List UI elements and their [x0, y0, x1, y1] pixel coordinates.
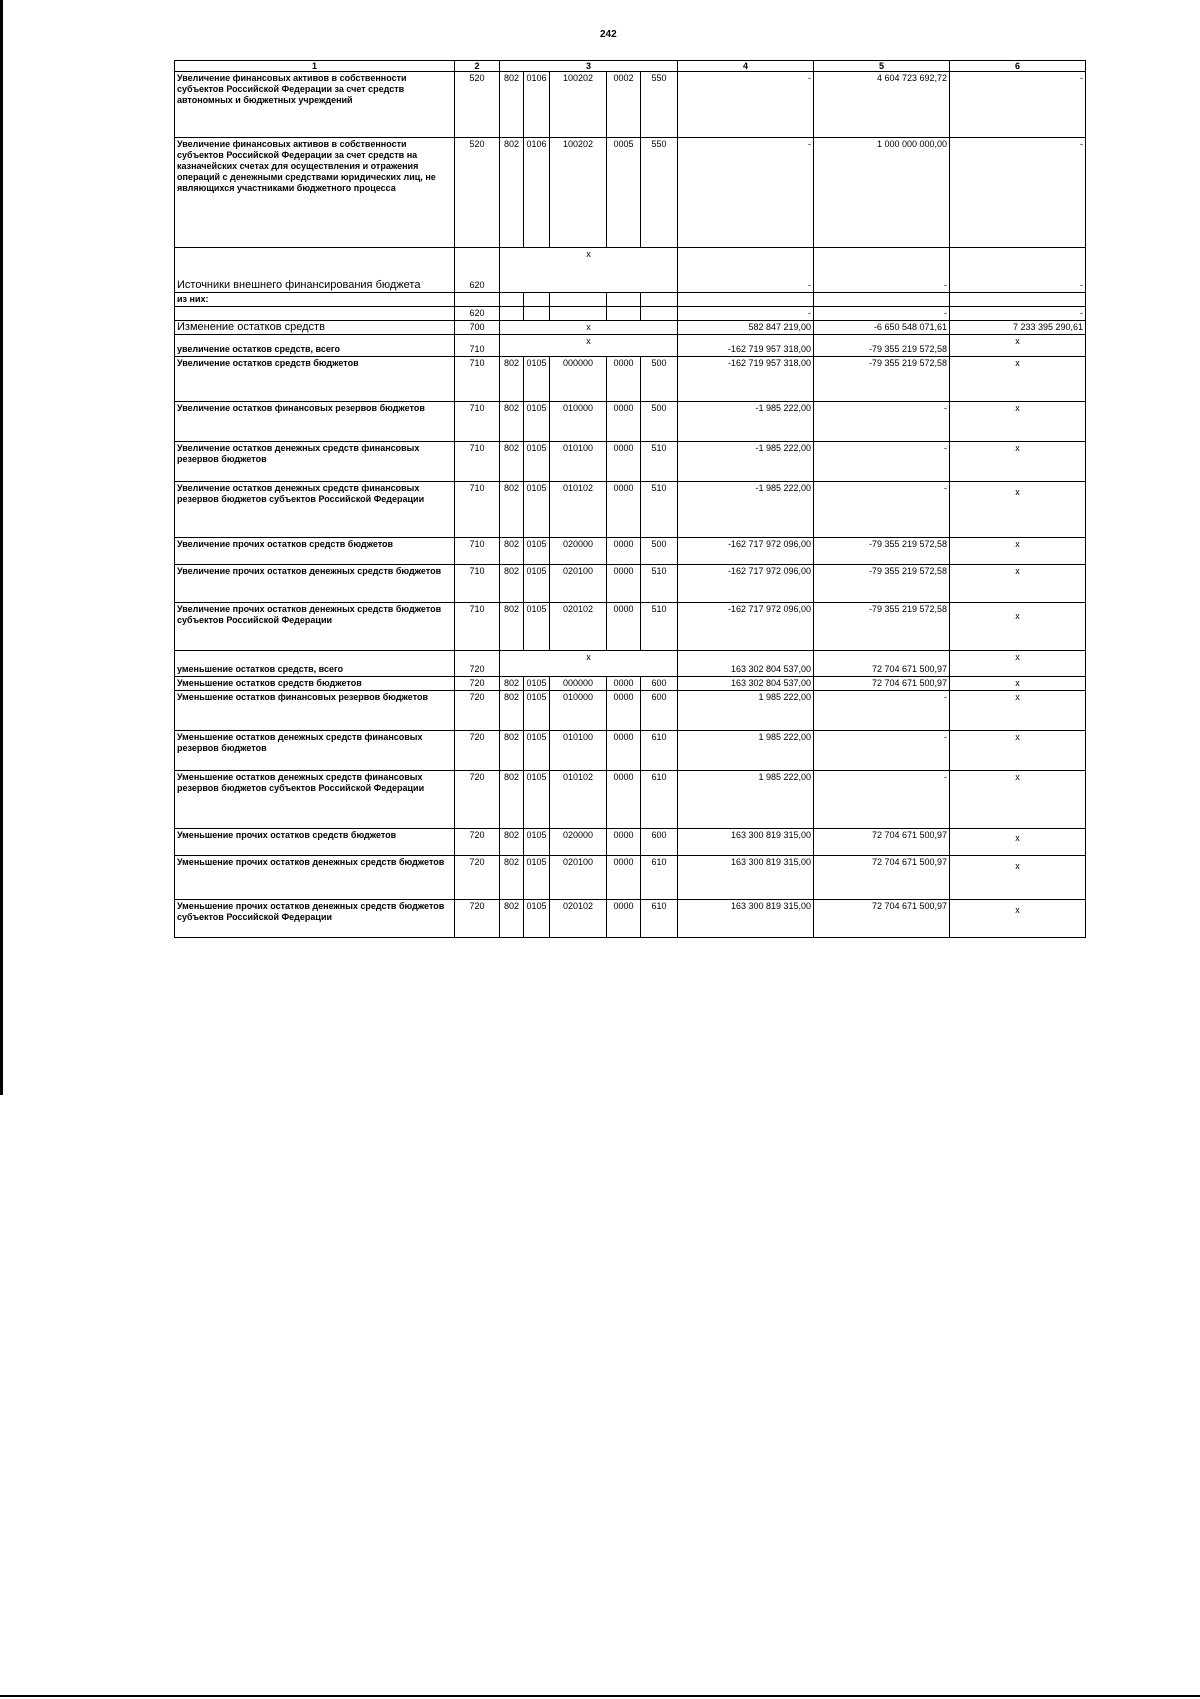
value-col-6: x [950, 900, 1086, 938]
line-code: 710 [455, 442, 500, 482]
table-row [175, 357, 1086, 402]
article-code: 010000 [550, 691, 607, 731]
code-x: x [500, 335, 678, 357]
group-code: 0106 [524, 72, 550, 138]
value-col-5: - [814, 442, 950, 482]
row-description: Уменьшение остатков денежных средств финансовых резервов бюджетов субъектов Российской Федерации [175, 771, 455, 829]
left-margin-rule [0, 0, 3, 1095]
group-code: 0105 [524, 771, 550, 829]
value-col-4: - [678, 307, 814, 321]
program-code: 0000 [607, 900, 641, 938]
kosgu-code: 510 [641, 565, 678, 603]
group-code: 0105 [524, 829, 550, 856]
line-code: 710 [455, 357, 500, 402]
line-code: 720 [455, 677, 500, 691]
kosgu-code: 610 [641, 856, 678, 900]
table-row [175, 442, 1086, 482]
kosgu-code [641, 293, 678, 307]
value-col-5: -79 355 219 572,58 [814, 538, 950, 565]
value-col-4: 1 985 222,00 [678, 691, 814, 731]
row-description: Уменьшение остатков финансовых резервов бюджетов [175, 691, 455, 731]
program-code: 0000 [607, 538, 641, 565]
admin-code: 802 [500, 442, 524, 482]
value-col-5: 72 704 671 500,97 [814, 651, 950, 677]
table-row [175, 900, 1086, 938]
program-code: 0000 [607, 402, 641, 442]
value-col-6: - [950, 307, 1086, 321]
table-row [175, 856, 1086, 900]
value-col-6: x [950, 565, 1086, 603]
value-col-4: 582 847 219,00 [678, 321, 814, 335]
value-col-4: -1 985 222,00 [678, 442, 814, 482]
line-code: 720 [455, 731, 500, 771]
table-row [175, 731, 1086, 771]
article-code: 010102 [550, 482, 607, 538]
value-col-5: - [814, 482, 950, 538]
header-col-1: 1 [175, 61, 455, 72]
admin-code: 802 [500, 565, 524, 603]
value-col-5: - [814, 402, 950, 442]
value-col-6: x [950, 651, 1086, 677]
kosgu-code: 550 [641, 138, 678, 248]
value-col-5: - [814, 248, 950, 293]
table-row [175, 691, 1086, 731]
value-col-6: x [950, 335, 1086, 357]
value-col-4: 163 302 804 537,00 [678, 677, 814, 691]
row-description: Уменьшение прочих остатков денежных средств бюджетов субъектов Российской Федерации [175, 900, 455, 938]
table-row [175, 72, 1086, 138]
program-code: 0000 [607, 603, 641, 651]
value-col-6: - [950, 72, 1086, 138]
line-code: 720 [455, 651, 500, 677]
admin-code: 802 [500, 691, 524, 731]
row-description: Увеличение финансовых активов в собственности субъектов Российской Федерации за счет средств на казначейских счетах для осуществления и отражения операций с денежными средствами юридических лиц, не являющихся участниками бюджетного процесса [175, 138, 455, 248]
program-code: 0000 [607, 357, 641, 402]
header-col-3: 3 [500, 61, 678, 72]
kosgu-code: 610 [641, 731, 678, 771]
kosgu-code: 500 [641, 538, 678, 565]
article-code [550, 293, 607, 307]
line-code: 720 [455, 829, 500, 856]
program-code: 0000 [607, 856, 641, 900]
row-description: Увеличение прочих остатков денежных средств бюджетов субъектов Российской Федерации [175, 603, 455, 651]
program-code: 0000 [607, 442, 641, 482]
row-description: Изменение остатков средств [175, 321, 455, 335]
table-row [175, 538, 1086, 565]
row-description: Источники внешнего финансирования бюджета [175, 248, 455, 293]
admin-code: 802 [500, 677, 524, 691]
kosgu-code: 510 [641, 603, 678, 651]
value-col-6: x [950, 691, 1086, 731]
value-col-5: 4 604 723 692,72 [814, 72, 950, 138]
value-col-5: -6 650 548 071,61 [814, 321, 950, 335]
table-row [175, 677, 1086, 691]
row-description: уменьшение остатков средств, всего [175, 651, 455, 677]
value-col-4: -162 717 972 096,00 [678, 603, 814, 651]
kosgu-code: 610 [641, 771, 678, 829]
row-description: Увеличение остатков финансовых резервов бюджетов [175, 402, 455, 442]
table-row [175, 402, 1086, 442]
value-col-4: -162 719 957 318,00 [678, 357, 814, 402]
line-code: 710 [455, 565, 500, 603]
kosgu-code: 600 [641, 829, 678, 856]
kosgu-code: 610 [641, 900, 678, 938]
value-col-4: -162 717 972 096,00 [678, 565, 814, 603]
group-code: 0105 [524, 677, 550, 691]
value-col-4: -162 717 972 096,00 [678, 538, 814, 565]
admin-code: 802 [500, 829, 524, 856]
line-code: 620 [455, 248, 500, 293]
admin-code: 802 [500, 482, 524, 538]
table-row [175, 335, 1086, 357]
row-description: Увеличение остатков денежных средств финансовых резервов бюджетов субъектов Российской Федерации [175, 482, 455, 538]
value-col-4: 163 302 804 537,00 [678, 651, 814, 677]
group-code: 0105 [524, 442, 550, 482]
article-code: 000000 [550, 357, 607, 402]
program-code: 0000 [607, 691, 641, 731]
value-col-5: 72 704 671 500,97 [814, 677, 950, 691]
group-code: 0105 [524, 402, 550, 442]
program-code [607, 307, 641, 321]
table-row [175, 829, 1086, 856]
value-col-5: -79 355 219 572,58 [814, 357, 950, 402]
value-col-6: - [950, 248, 1086, 293]
row-description: Увеличение остатков средств бюджетов [175, 357, 455, 402]
header-col-5: 5 [814, 61, 950, 72]
value-col-5: -79 355 219 572,58 [814, 335, 950, 357]
program-code: 0000 [607, 677, 641, 691]
value-col-6: x [950, 482, 1086, 538]
line-code: 720 [455, 856, 500, 900]
value-col-4: 163 300 819 315,00 [678, 829, 814, 856]
value-col-4: - [678, 72, 814, 138]
article-code: 010102 [550, 771, 607, 829]
program-code: 0000 [607, 565, 641, 603]
group-code: 0105 [524, 856, 550, 900]
bottom-scan-rule [0, 1695, 1200, 1697]
line-code: 720 [455, 900, 500, 938]
value-col-5: - [814, 691, 950, 731]
program-code: 0000 [607, 731, 641, 771]
kosgu-code: 510 [641, 482, 678, 538]
value-col-6: 7 233 395 290,61 [950, 321, 1086, 335]
value-col-4: 163 300 819 315,00 [678, 900, 814, 938]
table-row [175, 565, 1086, 603]
admin-code: 802 [500, 357, 524, 402]
group-code: 0105 [524, 603, 550, 651]
budget-sources-table [174, 60, 1086, 938]
admin-code: 802 [500, 402, 524, 442]
article-code: 100202 [550, 138, 607, 248]
line-code: 520 [455, 138, 500, 248]
value-col-5: -79 355 219 572,58 [814, 565, 950, 603]
table-row [175, 307, 1086, 321]
line-code: 710 [455, 482, 500, 538]
admin-code: 802 [500, 538, 524, 565]
article-code: 020000 [550, 829, 607, 856]
admin-code [500, 293, 524, 307]
article-code: 020102 [550, 603, 607, 651]
value-col-5: -79 355 219 572,58 [814, 603, 950, 651]
code-x: x [500, 651, 678, 677]
group-code: 0105 [524, 538, 550, 565]
article-code: 100202 [550, 72, 607, 138]
admin-code: 802 [500, 771, 524, 829]
program-code: 0000 [607, 829, 641, 856]
admin-code: 802 [500, 138, 524, 248]
kosgu-code: 500 [641, 402, 678, 442]
header-col-4: 4 [678, 61, 814, 72]
line-code: 710 [455, 603, 500, 651]
row-description: Уменьшение остатков средств бюджетов [175, 677, 455, 691]
line-code: 520 [455, 72, 500, 138]
value-col-6: x [950, 731, 1086, 771]
admin-code: 802 [500, 731, 524, 771]
value-col-5: 72 704 671 500,97 [814, 829, 950, 856]
value-col-4: -162 719 957 318,00 [678, 335, 814, 357]
header-col-2: 2 [455, 61, 500, 72]
value-col-5 [814, 293, 950, 307]
admin-code: 802 [500, 72, 524, 138]
article-code: 020000 [550, 538, 607, 565]
program-code: 0000 [607, 771, 641, 829]
article-code: 010100 [550, 442, 607, 482]
value-col-6: x [950, 538, 1086, 565]
line-code: 700 [455, 321, 500, 335]
row-description: Увеличение прочих остатков средств бюджетов [175, 538, 455, 565]
row-description: Уменьшение прочих остатков денежных средств бюджетов [175, 856, 455, 900]
article-code [550, 307, 607, 321]
line-code: 710 [455, 402, 500, 442]
code-x: x [500, 321, 678, 335]
value-col-4: 1 985 222,00 [678, 731, 814, 771]
group-code: 0105 [524, 900, 550, 938]
value-col-6: - [950, 138, 1086, 248]
article-code: 010000 [550, 402, 607, 442]
group-code [524, 293, 550, 307]
article-code: 010100 [550, 731, 607, 771]
value-col-4: - [678, 138, 814, 248]
line-code: 620 [455, 307, 500, 321]
table-row [175, 138, 1086, 248]
line-code: 720 [455, 771, 500, 829]
group-code: 0105 [524, 691, 550, 731]
kosgu-code: 600 [641, 691, 678, 731]
header-col-6: 6 [950, 61, 1086, 72]
row-description: Уменьшение прочих остатков средств бюджетов [175, 829, 455, 856]
value-col-4: -1 985 222,00 [678, 402, 814, 442]
value-col-6 [950, 293, 1086, 307]
group-code: 0105 [524, 357, 550, 402]
value-col-5: - [814, 307, 950, 321]
value-col-6: x [950, 402, 1086, 442]
kosgu-code: 500 [641, 357, 678, 402]
line-code: 710 [455, 538, 500, 565]
row-description [175, 307, 455, 321]
table-row [175, 293, 1086, 307]
value-col-4: -1 985 222,00 [678, 482, 814, 538]
program-code [607, 293, 641, 307]
value-col-6: x [950, 856, 1086, 900]
value-col-4 [678, 293, 814, 307]
program-code: 0005 [607, 138, 641, 248]
table-row [175, 771, 1086, 829]
header-row [175, 61, 1086, 72]
table-row [175, 321, 1086, 335]
row-description: Увеличение финансовых активов в собственности субъектов Российской Федерации за счет средств автономных и бюджетных учреждений [175, 72, 455, 138]
kosgu-code [641, 307, 678, 321]
kosgu-code: 550 [641, 72, 678, 138]
admin-code: 802 [500, 900, 524, 938]
program-code: 0002 [607, 72, 641, 138]
value-col-6: x [950, 771, 1086, 829]
page-number: 242 [600, 29, 617, 40]
value-col-5: - [814, 771, 950, 829]
kosgu-code: 510 [641, 442, 678, 482]
code-x: x [500, 248, 678, 293]
value-col-5: 72 704 671 500,97 [814, 900, 950, 938]
group-code: 0105 [524, 565, 550, 603]
row-description: увеличение остатков средств, всего [175, 335, 455, 357]
value-col-6: x [950, 677, 1086, 691]
group-code: 0105 [524, 482, 550, 538]
value-col-4: 163 300 819 315,00 [678, 856, 814, 900]
value-col-5: - [814, 731, 950, 771]
group-code: 0106 [524, 138, 550, 248]
group-code [524, 307, 550, 321]
row-description: из них: [175, 293, 455, 307]
value-col-5: 72 704 671 500,97 [814, 856, 950, 900]
value-col-6: x [950, 603, 1086, 651]
value-col-4: 1 985 222,00 [678, 771, 814, 829]
value-col-6: x [950, 442, 1086, 482]
line-code [455, 293, 500, 307]
admin-code: 802 [500, 856, 524, 900]
article-code: 000000 [550, 677, 607, 691]
value-col-6: x [950, 829, 1086, 856]
value-col-5: 1 000 000 000,00 [814, 138, 950, 248]
value-col-4: - [678, 248, 814, 293]
table-row [175, 248, 1086, 293]
value-col-6: x [950, 357, 1086, 402]
table-row [175, 651, 1086, 677]
row-description: Увеличение прочих остатков денежных средств бюджетов [175, 565, 455, 603]
kosgu-code: 600 [641, 677, 678, 691]
admin-code: 802 [500, 603, 524, 651]
line-code: 720 [455, 691, 500, 731]
program-code: 0000 [607, 482, 641, 538]
article-code: 020100 [550, 856, 607, 900]
line-code: 710 [455, 335, 500, 357]
row-description: Уменьшение остатков денежных средств финансовых резервов бюджетов [175, 731, 455, 771]
article-code: 020102 [550, 900, 607, 938]
table-row [175, 482, 1086, 538]
row-description: Увеличение остатков денежных средств финансовых резервов бюджетов [175, 442, 455, 482]
article-code: 020100 [550, 565, 607, 603]
group-code: 0105 [524, 731, 550, 771]
table-row [175, 603, 1086, 651]
admin-code [500, 307, 524, 321]
